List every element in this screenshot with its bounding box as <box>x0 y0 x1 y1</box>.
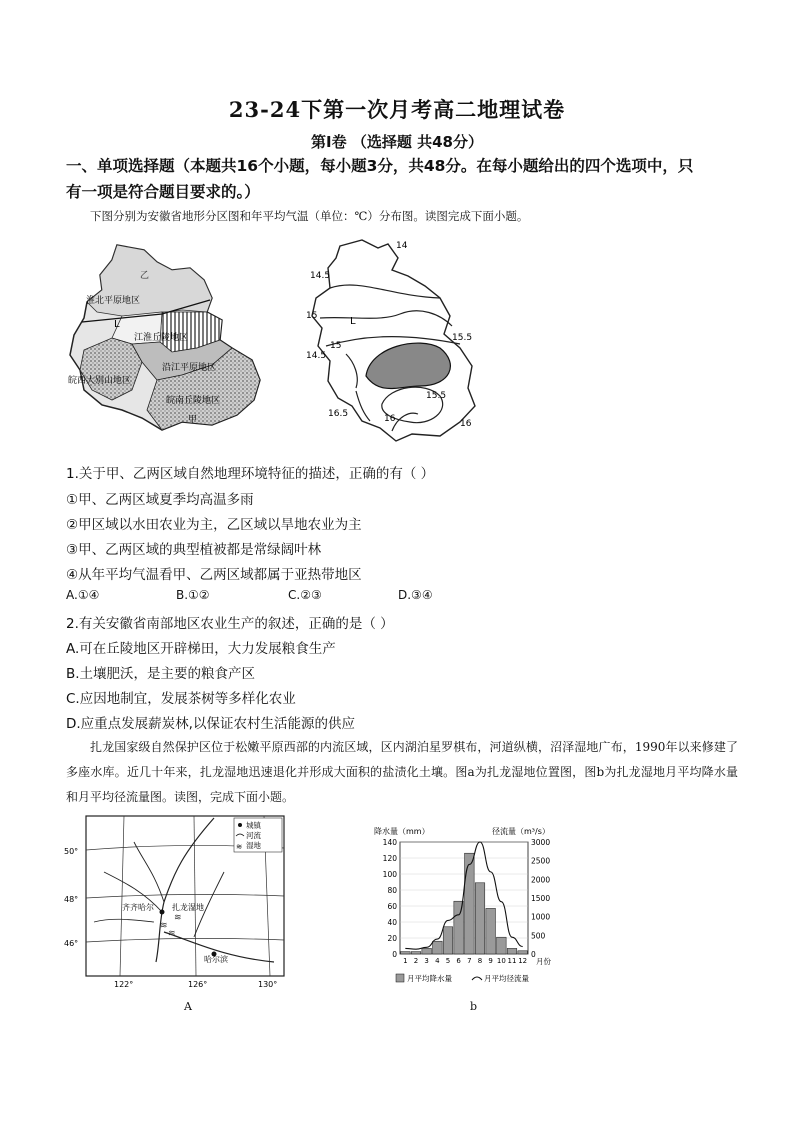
isotherm-label-9: 16 <box>384 414 396 424</box>
legend-runoff-swatch <box>472 977 482 980</box>
y-right-tick-label: 3000 <box>531 838 551 847</box>
y-right-label: 径流量（m³/s） <box>492 827 550 836</box>
y-left-tick-label: 80 <box>387 886 397 895</box>
precip-bar <box>422 948 432 954</box>
map1-label-jianghuai: 江淮丘陵地区 <box>134 333 189 343</box>
y-left-tick-label: 120 <box>382 854 397 863</box>
legend-precip-swatch <box>396 974 404 982</box>
precip-bar <box>465 853 475 954</box>
svg-text:≋: ≋ <box>160 921 168 931</box>
y-left-tick-label: 100 <box>382 870 397 879</box>
lon-122: 122° <box>114 980 134 989</box>
isotherm-label-6: 15 <box>330 341 342 351</box>
q2-option-b: B.土壤肥沃，是主要的粮食产区 <box>66 666 256 682</box>
q1-option-a: A.①④ <box>66 588 100 602</box>
legend-town: 城镇 <box>246 821 261 830</box>
q2-option-d: D.应重点发展薪炭林,以保证农村生活能源的供应 <box>66 716 355 732</box>
q1-statement-2: ②甲区域以水田农业为主，乙区域以旱地农业为主 <box>66 517 362 533</box>
isotherm-label-3: 15 <box>306 311 318 321</box>
x-unit-label: 月份 <box>536 957 551 966</box>
precip-bar <box>401 952 411 954</box>
precip-bar <box>454 901 464 954</box>
x-tick-label: 2 <box>413 957 419 965</box>
q1-option-c: C.②③ <box>288 588 322 602</box>
isotherm-label-10: 16 <box>460 419 472 429</box>
q2-stem: 2.有关安徽省南部地区农业生产的叙述，正确的是（ ） <box>66 616 394 632</box>
q1-option-d: D.③④ <box>398 588 433 602</box>
y-left-tick-label: 60 <box>387 902 397 911</box>
precip-bar <box>518 951 528 954</box>
zhalong-paragraph: 扎龙国家级自然保护区位于松嫩平原西部的内流区域，区内湖泊星罗棋布，河道纵横，沼泽湿地广布，1990年以来修建了多座水库。近几十年来，扎龙湿地迅速退化并形成大面积的盐渍化土壤。图a为扎龙湿地位置图，图b为扎龙湿地月平均降水量和月平均径流量图。读图，完成下面小题。 <box>66 740 738 804</box>
y-right-tick-label: 1000 <box>531 912 551 922</box>
isotherm-label-2: 14.5 <box>310 271 331 281</box>
y-left-label: 降水量（mm） <box>374 827 430 836</box>
svg-text:≋: ≋ <box>236 842 243 851</box>
precip-bar <box>411 952 421 954</box>
y-right-tick-label: 2000 <box>531 875 551 885</box>
y-right-tick-label: 2500 <box>531 856 551 866</box>
isotherm-label-5: 14.5 <box>306 351 327 361</box>
map1-l-mark: L <box>114 319 120 330</box>
place-zhalong: 扎龙湿地 <box>172 903 204 912</box>
precip-bar <box>475 883 485 954</box>
lon-126: 126° <box>188 980 208 989</box>
place-harbin: 哈尔滨 <box>204 955 228 964</box>
map1-label-wannan: 皖南丘陵地区 <box>166 396 221 406</box>
x-tick-label: 11 <box>507 957 517 965</box>
y-right-tick-label: 1500 <box>531 894 551 903</box>
part-heading: 第Ⅰ卷 （选择题 共48分） <box>311 133 483 151</box>
y-right-tick-label: 500 <box>531 931 546 941</box>
x-tick-label: 1 <box>403 957 408 965</box>
isotherm-label-8: 16.5 <box>328 409 349 419</box>
x-tick-label: 4 <box>435 957 440 965</box>
map1-label-huaibei: 淮北平原地区 <box>86 296 141 306</box>
legend-runoff: 月平均径流量 <box>484 974 529 983</box>
y-right-tick-label: 0 <box>531 950 536 959</box>
precip-bar <box>443 927 453 954</box>
section-heading-line1: 一、单项选择题（本题共16个小题，每小题3分，共48分。在每小题给出的四个选项中，只 <box>66 157 694 175</box>
precip-bar <box>433 941 443 954</box>
terrain-map <box>62 240 272 435</box>
x-tick-label: 12 <box>518 957 528 965</box>
lat-50: 50° <box>64 847 79 856</box>
map2-l-mark: L <box>350 316 356 327</box>
x-tick-label: 5 <box>445 957 451 965</box>
q1-statement-3: ③甲、乙两区域的典型植被都是常绿阔叶林 <box>66 542 322 558</box>
isotherm-label-7: 15.5 <box>426 391 447 401</box>
section-heading-line2: 有一项是符合题目要求的。） <box>66 183 260 201</box>
zhalong-location-map <box>64 812 289 992</box>
map1-label-wanxi: 皖西大别山地区 <box>68 376 132 386</box>
lat-48: 48° <box>64 895 79 904</box>
plot-frame <box>400 842 528 954</box>
precip-bar <box>486 908 496 954</box>
q2-option-c: C.应因地制宜，发展茶树等多样化农业 <box>66 691 296 707</box>
map1-label-yi: 乙 <box>140 271 150 281</box>
isotherm-label-1: 14 <box>396 241 408 251</box>
precip-runoff-chart <box>364 822 564 992</box>
x-tick-label: 6 <box>456 957 461 965</box>
isotherm-map <box>300 236 490 446</box>
map1-label-jia: 甲 <box>188 415 198 425</box>
svg-text:≋: ≋ <box>174 913 182 923</box>
page-title: 23-24下第一次月考高二地理试卷 <box>228 97 566 122</box>
precip-bar <box>497 937 507 954</box>
q1-option-b: B.①② <box>176 588 210 602</box>
y-left-tick-label: 20 <box>387 934 397 943</box>
q1-stem: 1.关于甲、乙两区域自然地理环境特征的描述，正确的有（ ） <box>66 466 435 482</box>
y-left-tick-label: 0 <box>392 950 397 959</box>
q1-statement-4: ④从年平均气温看甲、乙两区域都属于亚热带地区 <box>66 567 362 583</box>
isotherm-label-4: 15.5 <box>452 333 473 343</box>
lat-46: 46° <box>64 939 79 948</box>
y-left-tick-label: 140 <box>382 838 397 847</box>
legend-precip: 月平均降水量 <box>407 974 452 983</box>
q2-option-a: A.可在丘陵地区开辟梯田，大力发展粮食生产 <box>66 641 336 657</box>
legend-wetland: 湿地 <box>246 841 261 850</box>
place-qiqihar: 齐齐哈尔 <box>122 903 154 912</box>
intro-text: 下图分别为安徽省地形分区图和年平均气温（单位：℃）分布图。读图完成下面小题。 <box>90 209 529 223</box>
precip-bar <box>507 948 517 954</box>
lon-130: 130° <box>258 980 278 989</box>
figure-b-caption: b <box>470 1000 478 1013</box>
svg-text:≋: ≋ <box>168 929 176 939</box>
q1-statement-1: ①甲、乙两区域夏季均高温多雨 <box>66 492 254 508</box>
map1-label-yanjiang: 沿江平原地区 <box>162 363 217 373</box>
x-tick-label: 7 <box>467 957 472 965</box>
legend-river: 河流 <box>246 831 261 840</box>
x-tick-label: 8 <box>477 957 483 965</box>
x-tick-label: 3 <box>424 957 429 965</box>
x-tick-label: 10 <box>496 957 506 965</box>
x-tick-label: 9 <box>488 957 493 965</box>
figure-a-caption: A <box>184 1000 192 1013</box>
y-left-tick-label: 40 <box>387 918 397 927</box>
